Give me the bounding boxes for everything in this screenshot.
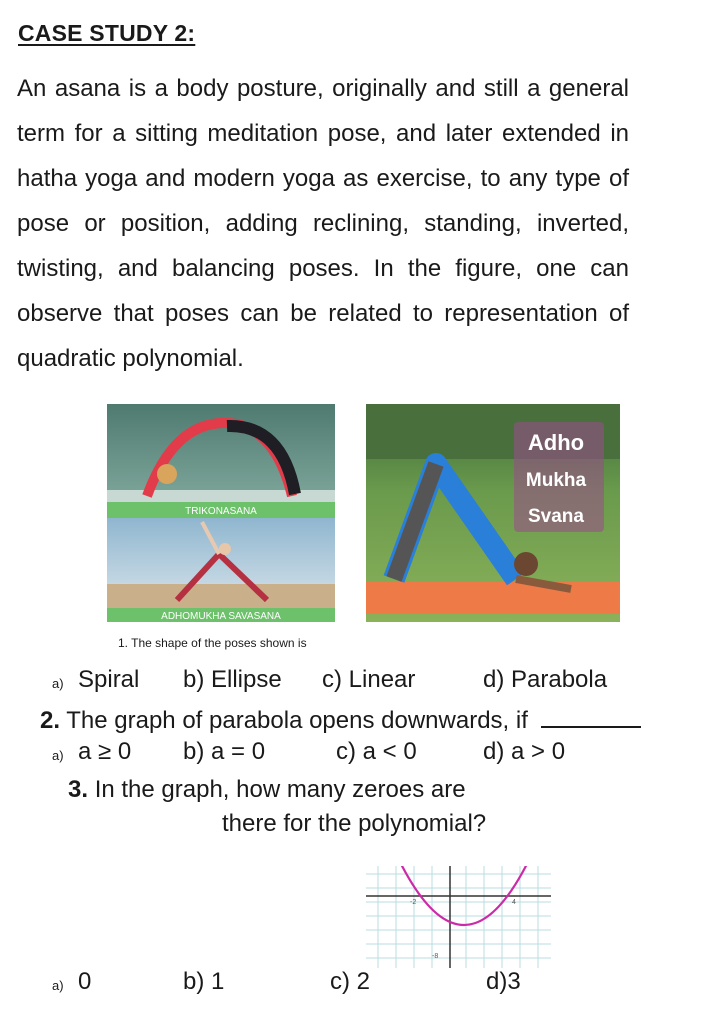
q1-option-c[interactable]: c) Linear [322,666,416,693]
q1-options [0,666,724,696]
q2-text: The graph of parabola opens downwards, if [66,707,528,734]
graph-label-right-root: 4 [512,899,516,906]
q3-options [0,968,724,998]
q2-option-d[interactable]: d) a > 0 [483,738,566,765]
svana-label: Svana [528,506,584,527]
q1-option-d[interactable]: d) Parabola [483,666,608,693]
q1-option-a-prefix: a) [52,676,64,691]
q3-option-b[interactable]: b) 1 [183,968,225,995]
graph-label-left-root: -2 [410,899,417,906]
mukha-label: Mukha [525,470,587,491]
q3-option-c[interactable]: c) 2 [330,968,371,995]
graph-label-min: -8 [432,953,439,960]
q1-option-a[interactable]: Spiral [78,666,140,693]
intro-paragraph: An asana is a body posture, originally and still a general term for a sitting meditation pose, and later extended in hatha yoga and modern yoga as exercise, to any type of pose or position, adding reclining, standing, inverted, twisting, and balancing poses. In the figure, one can observe that poses can be related to representation of quadratic polynomial. [17,75,629,372]
q2-option-a[interactable]: a ≥ 0 [78,738,132,765]
q3-text-line1: In the graph, how many zeroes are [94,776,466,803]
q3-option-a[interactable]: 0 [78,968,92,995]
q3-question-line1 [68,776,466,804]
adhomukha-savasana-label: ADHOMUKHA SAVASANA [161,611,281,622]
q1-option-b[interactable]: b) Ellipse [183,666,282,693]
trikonasana-photo [107,404,335,622]
case-study-title: CASE STUDY 2: [18,20,196,46]
q2-options [0,738,724,768]
q3-number: 3. [68,776,89,803]
q3-question-line2: there for the polynomial? [222,810,487,837]
adho-mukha-svana-photo [366,404,620,622]
q3-option-d[interactable]: d)3 [486,968,521,995]
parabola-graph [366,866,551,968]
q2-option-b[interactable]: b) a = 0 [183,738,266,765]
adho-label: Adho [527,430,585,455]
q3-option-a-prefix: a) [52,978,64,993]
trikonasana-label: TRIKONASANA [185,506,257,517]
q2-number: 2. [40,707,61,734]
q2-option-a-prefix: a) [52,748,64,763]
q2-answer-blank [541,706,641,728]
q1-text: 1. The shape of the poses shown is [118,636,307,650]
q2-option-c[interactable]: c) a < 0 [336,738,417,765]
q2-question [40,706,641,735]
